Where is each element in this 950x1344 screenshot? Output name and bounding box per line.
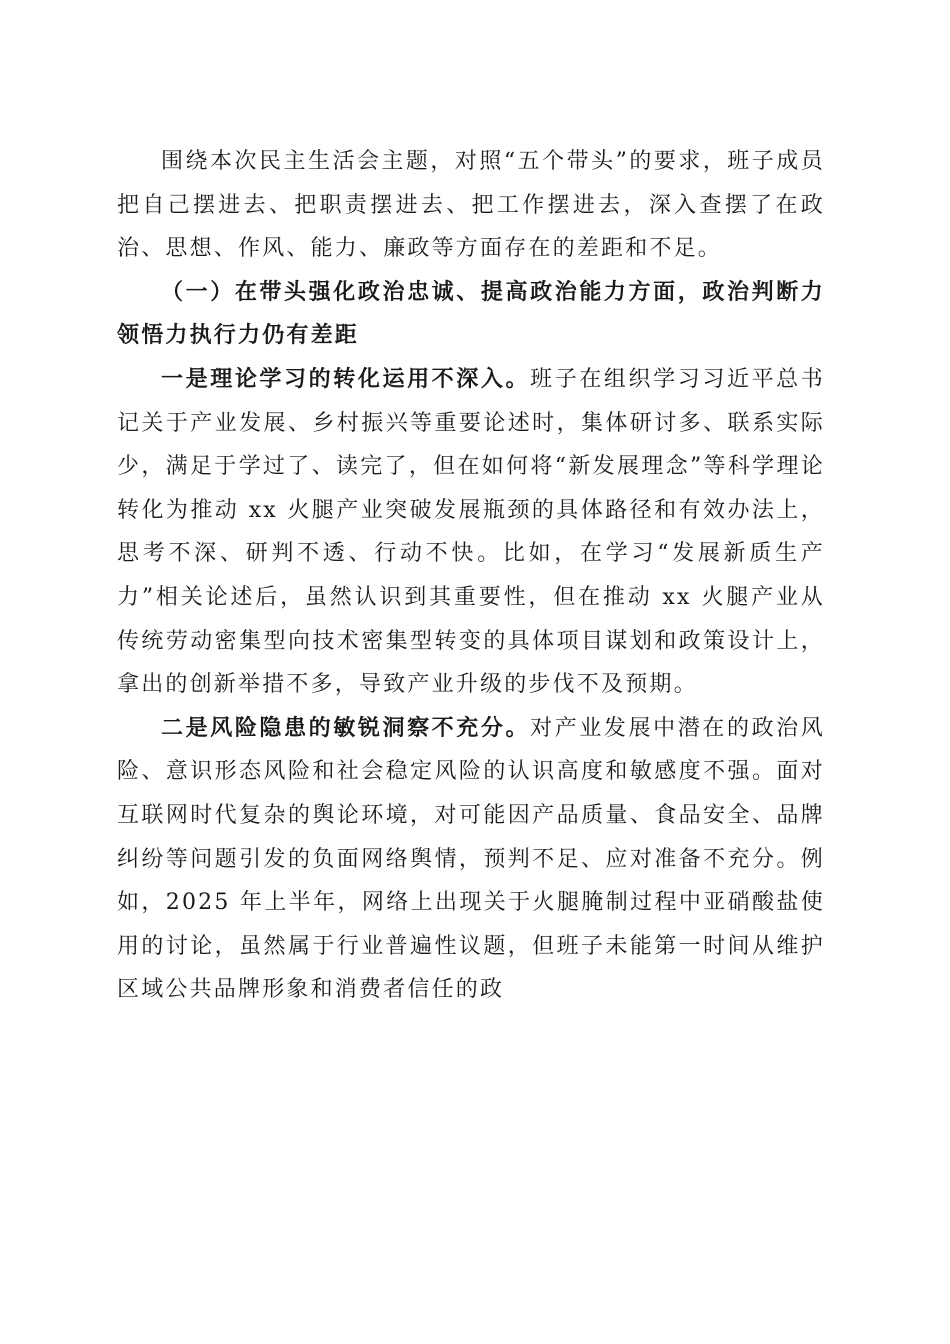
point-2-body: 对产业发展中潜在的政治风险、意识形态风险和社会稳定风险的认识高度和敏感度不强。面对互联网时代复杂的舆论环境，对可能因产品质量、食品安全、品牌纠纷等问题引发的负面网络舆情，预判不足、应对准备不充分。例如，2025 年上半年，网络上出现关于火腿腌制过程中亚硝酸盐使用的讨论，虽然属于行业普遍性议题，但班子未能第一时间从维护区域公共品牌形象和消费者信任的政 [117,715,825,1003]
intro-paragraph: 围绕本次民主生活会主题，对照“五个带头”的要求，班子成员把自己摆进去、把职责摆进去、把工作摆进去，深入查摆了在政治、思想、作风、能力、廉政等方面存在的差距和不足。 [117,149,825,262]
section-heading-1: （一）在带头强化政治忠诚、提高政治能力方面，政治判断力领悟力执行力仍有差距 [117,278,825,349]
point-paragraph-1 [117,358,825,707]
point-paragraph-2 [117,707,825,1012]
point-1-lead: 一是理论学习的转化运用不深入。 [161,365,531,392]
point-2-lead: 二是风险隐患的敏锐洞察不充分。 [161,714,531,741]
document-body [117,140,825,1012]
point-1-body: 班子在组织学习习近平总书记关于产业发展、乡村振兴等重要论述时，集体研讨多、联系实际少，满足于学过了、读完了，但在如何将“新发展理念”等科学理论转化为推动 xx 火腿产业突破发展瓶颈的具体路径和有效办法上，思考不深、研判不透、行动不快。比如，在学习“发展新质生产力”相关论述后，虽然认识到其重要性，但在推动 xx 火腿产业从传统劳动密集型向技术密集型转变的具体项目谋划和政策设计上，拿出的创新举措不多，导致产业升级的步伐不及预期。 [117,366,825,698]
